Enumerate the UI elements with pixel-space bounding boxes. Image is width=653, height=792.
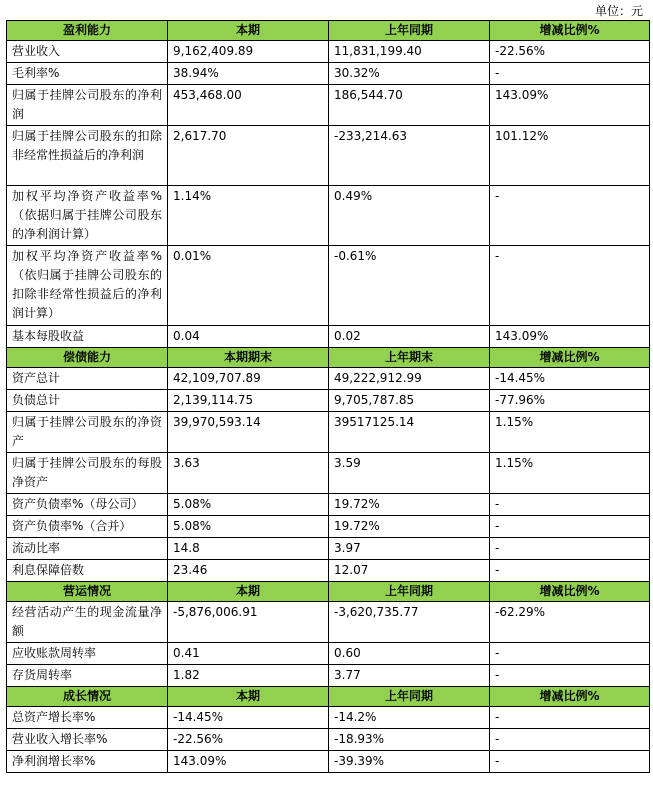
row-label: 流动比率 bbox=[7, 538, 168, 560]
column-header: 增减比例% bbox=[490, 348, 650, 368]
prior-value: 49,222,912.99 bbox=[329, 368, 490, 390]
row-label: 净利润增长率% bbox=[7, 751, 168, 773]
current-value: -22.56% bbox=[168, 729, 329, 751]
table-row bbox=[7, 85, 650, 126]
table-row bbox=[7, 390, 650, 412]
current-value: 0.41 bbox=[168, 643, 329, 665]
current-value: 14.8 bbox=[168, 538, 329, 560]
table-row bbox=[7, 516, 650, 538]
column-header: 本期期末 bbox=[168, 348, 329, 368]
change-ratio: - bbox=[490, 516, 650, 538]
current-value: 3.63 bbox=[168, 453, 329, 494]
change-ratio: - bbox=[490, 63, 650, 85]
prior-value: 9,705,787.85 bbox=[329, 390, 490, 412]
change-ratio: -62.29% bbox=[490, 602, 650, 643]
change-ratio: 101.12% bbox=[490, 126, 650, 186]
current-value: 9,162,409.89 bbox=[168, 41, 329, 63]
table-row bbox=[7, 665, 650, 687]
financial-indicators-table-container bbox=[6, 20, 649, 773]
table-row bbox=[7, 729, 650, 751]
change-ratio: - bbox=[490, 751, 650, 773]
prior-value: -18.93% bbox=[329, 729, 490, 751]
prior-value: 3.59 bbox=[329, 453, 490, 494]
row-label: 资产总计 bbox=[7, 368, 168, 390]
change-ratio: - bbox=[490, 494, 650, 516]
section-title: 成长情况 bbox=[7, 687, 168, 707]
section-title: 偿债能力 bbox=[7, 348, 168, 368]
change-ratio: -77.96% bbox=[490, 390, 650, 412]
financial-indicators-table bbox=[6, 20, 650, 773]
row-label: 加权平均净资产收益率%（依据归属于挂牌公司股东的净利润计算） bbox=[7, 186, 168, 246]
prior-value: 19.72% bbox=[329, 494, 490, 516]
prior-value: 3.97 bbox=[329, 538, 490, 560]
table-row bbox=[7, 643, 650, 665]
table-row bbox=[7, 326, 650, 348]
current-value: 0.04 bbox=[168, 326, 329, 348]
change-ratio: - bbox=[490, 246, 650, 326]
change-ratio: 143.09% bbox=[490, 85, 650, 126]
section-header-row bbox=[7, 21, 650, 41]
current-value: 2,617.70 bbox=[168, 126, 329, 186]
change-ratio: - bbox=[490, 707, 650, 729]
prior-value: -39.39% bbox=[329, 751, 490, 773]
row-label: 利息保障倍数 bbox=[7, 560, 168, 582]
section-header-row bbox=[7, 582, 650, 602]
prior-value: -233,214.63 bbox=[329, 126, 490, 186]
table-row bbox=[7, 63, 650, 85]
section-title: 盈利能力 bbox=[7, 21, 168, 41]
prior-value: 19.72% bbox=[329, 516, 490, 538]
prior-value: 12.07 bbox=[329, 560, 490, 582]
column-header: 本期 bbox=[168, 687, 329, 707]
change-ratio: - bbox=[490, 186, 650, 246]
current-value: 42,109,707.89 bbox=[168, 368, 329, 390]
current-value: 143.09% bbox=[168, 751, 329, 773]
column-header: 本期 bbox=[168, 21, 329, 41]
table-body bbox=[7, 21, 650, 773]
current-value: 2,139,114.75 bbox=[168, 390, 329, 412]
change-ratio: 143.09% bbox=[490, 326, 650, 348]
change-ratio: 1.15% bbox=[490, 453, 650, 494]
table-row bbox=[7, 41, 650, 63]
table-row bbox=[7, 560, 650, 582]
table-row bbox=[7, 707, 650, 729]
change-ratio: - bbox=[490, 560, 650, 582]
table-row bbox=[7, 412, 650, 453]
current-value: 453,468.00 bbox=[168, 85, 329, 126]
table-row bbox=[7, 602, 650, 643]
current-value: 38.94% bbox=[168, 63, 329, 85]
column-header: 增减比例% bbox=[490, 687, 650, 707]
table-row bbox=[7, 538, 650, 560]
current-value: 23.46 bbox=[168, 560, 329, 582]
current-value: -5,876,006.91 bbox=[168, 602, 329, 643]
prior-value: 3.77 bbox=[329, 665, 490, 687]
column-header: 上年期末 bbox=[329, 348, 490, 368]
column-header: 上年同期 bbox=[329, 582, 490, 602]
column-header: 增减比例% bbox=[490, 21, 650, 41]
row-label: 毛利率% bbox=[7, 63, 168, 85]
current-value: 39,970,593.14 bbox=[168, 412, 329, 453]
row-label: 存货周转率 bbox=[7, 665, 168, 687]
row-label: 资产负债率%（合并） bbox=[7, 516, 168, 538]
change-ratio: -14.45% bbox=[490, 368, 650, 390]
current-value: 5.08% bbox=[168, 494, 329, 516]
row-label: 基本每股收益 bbox=[7, 326, 168, 348]
prior-value: 30.32% bbox=[329, 63, 490, 85]
change-ratio: - bbox=[490, 665, 650, 687]
column-header: 上年同期 bbox=[329, 687, 490, 707]
unit-label: 单位：元 bbox=[594, 4, 643, 18]
row-label: 负债总计 bbox=[7, 390, 168, 412]
section-title: 营运情况 bbox=[7, 582, 168, 602]
current-value: 1.14% bbox=[168, 186, 329, 246]
change-ratio: 1.15% bbox=[490, 412, 650, 453]
row-label: 营业收入增长率% bbox=[7, 729, 168, 751]
table-row bbox=[7, 751, 650, 773]
change-ratio: - bbox=[490, 538, 650, 560]
prior-value: 0.60 bbox=[329, 643, 490, 665]
row-label: 资产负债率%（母公司） bbox=[7, 494, 168, 516]
prior-value: -0.61% bbox=[329, 246, 490, 326]
table-row bbox=[7, 246, 650, 326]
column-header: 本期 bbox=[168, 582, 329, 602]
row-label: 归属于挂牌公司股东的扣除非经常性损益后的净利润 bbox=[7, 126, 168, 186]
table-row bbox=[7, 494, 650, 516]
row-label: 应收账款周转率 bbox=[7, 643, 168, 665]
prior-value: -14.2% bbox=[329, 707, 490, 729]
prior-value: 11,831,199.40 bbox=[329, 41, 490, 63]
current-value: 1.82 bbox=[168, 665, 329, 687]
prior-value: 186,544.70 bbox=[329, 85, 490, 126]
row-label: 营业收入 bbox=[7, 41, 168, 63]
row-label: 归属于挂牌公司股东的每股净资产 bbox=[7, 453, 168, 494]
column-header: 上年同期 bbox=[329, 21, 490, 41]
section-header-row bbox=[7, 348, 650, 368]
current-value: 0.01% bbox=[168, 246, 329, 326]
table-row bbox=[7, 453, 650, 494]
column-header: 增减比例% bbox=[490, 582, 650, 602]
row-label: 归属于挂牌公司股东的净资产 bbox=[7, 412, 168, 453]
current-value: -14.45% bbox=[168, 707, 329, 729]
row-label: 总资产增长率% bbox=[7, 707, 168, 729]
prior-value: -3,620,735.77 bbox=[329, 602, 490, 643]
row-label: 经营活动产生的现金流量净额 bbox=[7, 602, 168, 643]
prior-value: 0.49% bbox=[329, 186, 490, 246]
change-ratio: - bbox=[490, 643, 650, 665]
prior-value: 0.02 bbox=[329, 326, 490, 348]
row-label: 加权平均净资产收益率%（依归属于挂牌公司股东的扣除非经常性损益后的净利润计算） bbox=[7, 246, 168, 326]
row-label: 归属于挂牌公司股东的净利润 bbox=[7, 85, 168, 126]
table-row bbox=[7, 368, 650, 390]
prior-value: 39517125.14 bbox=[329, 412, 490, 453]
table-row bbox=[7, 126, 650, 186]
change-ratio: -22.56% bbox=[490, 41, 650, 63]
current-value: 5.08% bbox=[168, 516, 329, 538]
section-header-row bbox=[7, 687, 650, 707]
change-ratio: - bbox=[490, 729, 650, 751]
table-row bbox=[7, 186, 650, 246]
